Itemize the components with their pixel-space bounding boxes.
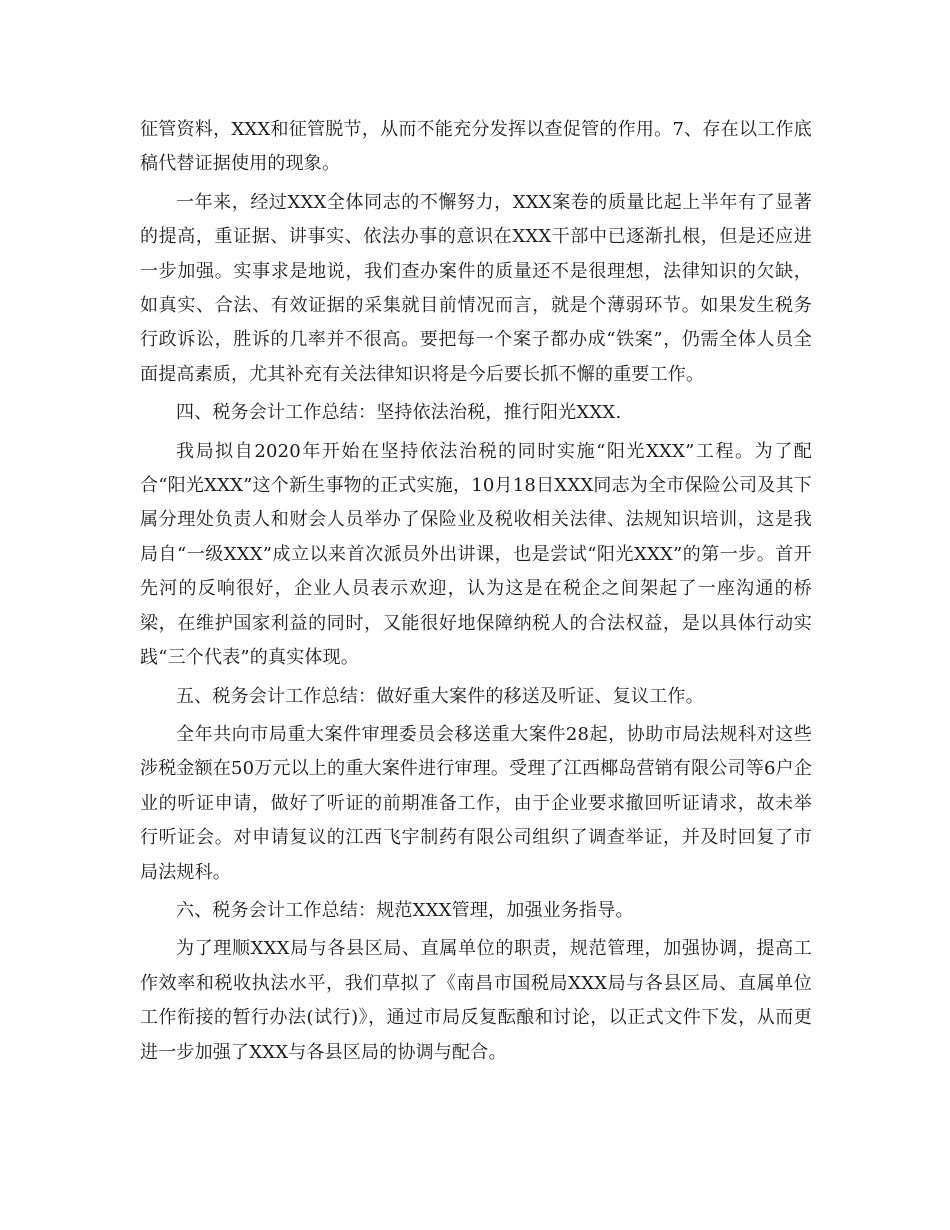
paragraph-8: 为了理顺XXX局与各县区局、直属单位的职责，规范管理，加强协调，提高工作效率和税收执法水平，我们草拟了《南昌市国税局XXX局与各县区局、直属单位工作衔接的暂行办法(试行)》，通过市局反复酝酿和讨论，以正式文件下发，从而更进一步加强了XXX与各县区局的协调与配合。 [140, 938, 812, 1063]
paragraph-2: 一年来，经过XXX全体同志的不懈努力，XXX案卷的质量比起上半年有了显著的提高，重证据、讲事实、依法办事的意识在XXX干部中已逐渐扎根，但是还应进一步加强。实事求是地说，我们查办案件的质量还不是很理想，法律知识的欠缺，如真实、合法、有效证据的采集就目前情况而言，就是个薄弱环节。如果发生税务行政诉讼，胜诉的几率并不很高。要把每一个案子都办成“铁案”，仍需全体人员全面提高素质，尤其补充有关法律知识将是今后要长抓不懈的重要工作。 [140, 191, 812, 385]
section-heading-6: 六、税务会计工作总结：规范XXX管理，加强业务指导。 [176, 899, 634, 921]
section-heading-5: 五、税务会计工作总结：做好重大案件的移送及听证、复议工作。 [176, 685, 704, 707]
paragraph-6: 全年共向市局重大案件审理委员会移送重大案件28起，协助市局法规科对这些涉税金额在50万元以上的重大案件进行审理。受理了江西椰岛营销有限公司等6户企业的听证申请，做好了听证的前期准备工作，由于企业要求撤回听证请求，故未举行听证会。对申请复议的江西飞宇制药有限公司组织了调查举证，并及时回复了市局法规科。 [140, 723, 812, 883]
section-heading-4: 四、税务会计工作总结：坚持依法治税，推行阳光XXX. [176, 402, 622, 424]
document-body [140, 113, 812, 1074]
paragraph-1: 征管资料，XXX和征管脱节，从而不能充分发挥以查促管的作用。7、存在以工作底稿代替证据使用的现象。 [140, 119, 812, 175]
paragraph-4: 我局拟自2020年开始在坚持依法治税的同时实施“阳光XXX”工程。为了配合“阳光XXX”这个新生事物的正式实施，10月18日XXX同志为全市保险公司及其下属分理处负责人和财会人员举办了保险业及税收相关法律、法规知识培训，这是我局自“一级XXX”成立以来首次派员外出讲课，也是尝试“阳光XXX”的第一步。首开先河的反响很好，企业人员表示欢迎，认为这是在税企之间架起了一座沟通的桥梁，在维护国家利益的同时，又能很好地保障纳税人的合法权益，是以具体行动实践“三个代表”的真实体现。 [140, 440, 812, 669]
